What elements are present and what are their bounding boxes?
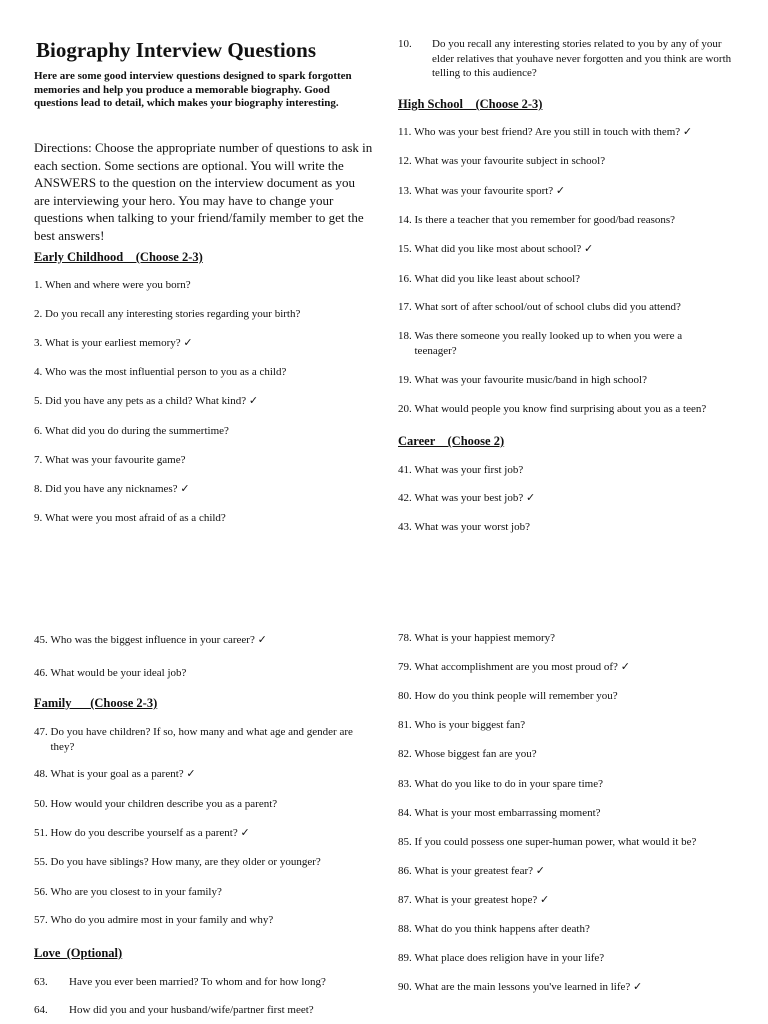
question-item bbox=[34, 855, 379, 870]
question-text: If you could possess one super-human power, what would it be? bbox=[414, 836, 697, 848]
question-item bbox=[398, 37, 733, 81]
question-number: 57. bbox=[34, 914, 48, 926]
question-text: What was your worst job? bbox=[414, 521, 530, 533]
question-item bbox=[398, 329, 708, 358]
question-item bbox=[398, 631, 738, 646]
question-text: Who was your best friend? Are you still in touch with them? ✓ bbox=[414, 126, 693, 138]
question-item bbox=[34, 307, 374, 322]
question-number: 4. bbox=[34, 366, 43, 378]
question-number: 16. bbox=[398, 273, 412, 285]
question-text: What do you think happens after death? bbox=[414, 923, 590, 935]
question-item bbox=[34, 666, 374, 681]
question-number: 1. bbox=[34, 279, 43, 291]
question-text: What was your favourite music/band in high school? bbox=[414, 374, 647, 386]
question-number: 81. bbox=[398, 719, 412, 731]
question-number: 78. bbox=[398, 632, 412, 644]
question-number: 89. bbox=[398, 952, 412, 964]
question-item bbox=[34, 797, 374, 812]
question-text: What was your favourite game? bbox=[45, 454, 186, 466]
question-text: What is your greatest hope? ✓ bbox=[414, 894, 550, 906]
question-text: What is your most embarrassing moment? bbox=[414, 807, 601, 819]
question-text: Did you have any pets as a child? What kind? ✓ bbox=[45, 395, 259, 407]
question-item bbox=[398, 864, 738, 879]
question-item bbox=[34, 725, 369, 754]
question-text: How do you think people will remember you? bbox=[414, 690, 618, 702]
question-number: 19. bbox=[398, 374, 412, 386]
question-number: 3. bbox=[34, 337, 43, 349]
question-item bbox=[398, 806, 738, 821]
question-text: What is your earliest memory? ✓ bbox=[45, 337, 193, 349]
section-heading-high-school: High School (Choose 2-3) bbox=[398, 97, 543, 111]
question-text: What was your favourite sport? ✓ bbox=[414, 185, 566, 197]
question-text: Who is your biggest fan? bbox=[414, 719, 526, 731]
question-number: 90. bbox=[398, 981, 412, 993]
question-item bbox=[34, 365, 374, 380]
question-number: 42. bbox=[398, 492, 412, 504]
question-number: 41. bbox=[398, 464, 412, 476]
question-text: What would people you know find surprising about you as a teen? bbox=[414, 403, 707, 415]
question-text: Do you have children? If so, how many and what age and gender are they? bbox=[50, 726, 353, 753]
question-number: 14. bbox=[398, 214, 412, 226]
question-number: 50. bbox=[34, 798, 48, 810]
question-text: What is your greatest fear? ✓ bbox=[414, 865, 545, 877]
question-number: 86. bbox=[398, 865, 412, 877]
intro-paragraph: Here are some good interview questions designed to spark forgotten memories and help you produce a memorable biography. Good questions lead to detail, which makes your biography interesting. bbox=[34, 70, 352, 109]
question-item bbox=[34, 885, 374, 900]
question-text: Do you recall any interesting stories regarding your birth? bbox=[45, 308, 301, 320]
section-heading-career: Career (Choose 2) bbox=[398, 434, 505, 448]
question-number: 20. bbox=[398, 403, 412, 415]
question-number: 9. bbox=[34, 512, 43, 524]
question-text: Do you recall any interesting stories related to you by any of your elder relatives that youhave never forgotten and you think are worth telling to this audience? bbox=[432, 38, 732, 79]
question-number: 15. bbox=[398, 243, 412, 255]
question-number: 56. bbox=[34, 886, 48, 898]
question-text: What was your best job? ✓ bbox=[414, 492, 536, 504]
question-text: What are the main lessons you've learned in life? ✓ bbox=[414, 981, 643, 993]
question-number: 55. bbox=[34, 856, 48, 868]
question-number: 45. bbox=[34, 634, 48, 646]
question-text: Who was the biggest influence in your career? ✓ bbox=[50, 634, 267, 646]
question-text: What sort of after school/out of school clubs did you attend? bbox=[414, 301, 681, 313]
question-item bbox=[34, 394, 374, 409]
question-number: 80. bbox=[398, 690, 412, 702]
question-item bbox=[398, 951, 738, 966]
question-number: 64. bbox=[34, 1004, 48, 1016]
question-text: How would your children describe you as a parent? bbox=[50, 798, 278, 810]
question-item bbox=[34, 633, 374, 648]
question-number: 47. bbox=[34, 726, 48, 738]
question-text: Who was the most influential person to you as a child? bbox=[45, 366, 287, 378]
question-item bbox=[34, 826, 374, 841]
question-number: 5. bbox=[34, 395, 43, 407]
question-item bbox=[398, 747, 738, 762]
question-number: 87. bbox=[398, 894, 412, 906]
question-text: When and where were you born? bbox=[45, 279, 191, 291]
question-text: Whose biggest fan are you? bbox=[414, 748, 537, 760]
question-item bbox=[34, 1003, 374, 1018]
question-number: 88. bbox=[398, 923, 412, 935]
section-heading-love: Love (Optional) bbox=[34, 946, 123, 960]
question-item bbox=[398, 718, 738, 733]
question-item bbox=[398, 300, 738, 315]
question-item bbox=[398, 835, 743, 850]
question-number: 46. bbox=[34, 667, 48, 679]
question-number: 8. bbox=[34, 483, 43, 495]
question-item bbox=[398, 777, 738, 792]
question-item bbox=[398, 491, 738, 506]
question-item bbox=[398, 893, 738, 908]
question-item bbox=[398, 373, 738, 388]
question-item bbox=[398, 660, 738, 675]
question-number: 83. bbox=[398, 778, 412, 790]
question-text: How did you and your husband/wife/partner first meet? bbox=[69, 1004, 314, 1016]
question-item bbox=[34, 511, 374, 526]
question-number: 18. bbox=[398, 330, 412, 342]
question-number: 43. bbox=[398, 521, 412, 533]
question-text: What did you do during the summertime? bbox=[45, 425, 229, 437]
question-number: 85. bbox=[398, 836, 412, 848]
question-text: Who do you admire most in your family and why? bbox=[50, 914, 274, 926]
question-text: What did you like most about school? ✓ bbox=[414, 243, 594, 255]
question-number: 48. bbox=[34, 768, 48, 780]
question-text: What was your favourite subject in school? bbox=[414, 155, 606, 167]
question-number: 12. bbox=[398, 155, 412, 167]
question-text: How do you describe yourself as a parent? ✓ bbox=[50, 827, 250, 839]
question-number: 6. bbox=[34, 425, 43, 437]
question-item bbox=[34, 336, 374, 351]
question-item bbox=[398, 242, 738, 257]
question-item bbox=[34, 278, 374, 293]
question-item bbox=[398, 154, 738, 169]
question-item bbox=[398, 272, 738, 287]
question-number: 11. bbox=[398, 126, 412, 138]
section-heading-early-childhood: Early Childhood (Choose 2-3) bbox=[34, 250, 203, 264]
question-item bbox=[398, 689, 738, 704]
page-title: Biography Interview Questions bbox=[36, 38, 317, 62]
question-text: Is there a teacher that you remember for good/bad reasons? bbox=[414, 214, 676, 226]
question-item bbox=[398, 922, 738, 937]
question-item bbox=[398, 520, 738, 535]
directions-paragraph: Directions: Choose the appropriate number of questions to ask in each section. Some sections are optional. You will write the ANSWERS to the question on the interview document as you are interviewing your hero. You may have to change your questions when talking to your friend/family member to get the best answers! bbox=[34, 140, 373, 243]
question-number: 84. bbox=[398, 807, 412, 819]
question-text: What is your goal as a parent? ✓ bbox=[50, 768, 196, 780]
question-item bbox=[398, 463, 738, 478]
question-text: What was your first job? bbox=[414, 464, 524, 476]
question-text: What do you like to do in your spare time? bbox=[414, 778, 603, 790]
question-text: What were you most afraid of as a child? bbox=[45, 512, 226, 524]
question-text: What did you like least about school? bbox=[414, 273, 581, 285]
question-item bbox=[34, 453, 374, 468]
question-item bbox=[34, 975, 374, 990]
question-item bbox=[398, 213, 738, 228]
question-number: 63. bbox=[34, 976, 48, 988]
question-text: What would be your ideal job? bbox=[50, 667, 187, 679]
question-item bbox=[398, 980, 738, 995]
question-number: 13. bbox=[398, 185, 412, 197]
question-item bbox=[398, 184, 738, 199]
question-number: 17. bbox=[398, 301, 412, 313]
question-number: 2. bbox=[34, 308, 43, 320]
question-text: What place does religion have in your life? bbox=[414, 952, 605, 964]
question-number: 51. bbox=[34, 827, 48, 839]
question-text: Have you ever been married? To whom and for how long? bbox=[69, 976, 326, 988]
question-number: 10. bbox=[398, 38, 412, 50]
question-text: Who are you closest to in your family? bbox=[50, 886, 222, 898]
question-item bbox=[34, 424, 374, 439]
question-item bbox=[398, 402, 743, 417]
question-text: Did you have any nicknames? ✓ bbox=[45, 483, 190, 495]
question-number: 79. bbox=[398, 661, 412, 673]
question-number: 7. bbox=[34, 454, 43, 466]
question-text: Do you have siblings? How many, are they older or younger? bbox=[50, 856, 321, 868]
section-heading-family: Family (Choose 2-3) bbox=[34, 696, 158, 710]
question-item bbox=[34, 767, 374, 782]
question-number: 82. bbox=[398, 748, 412, 760]
question-text: What is your happiest memory? bbox=[414, 632, 556, 644]
question-item bbox=[34, 482, 374, 497]
question-text: What accomplishment are you most proud of? ✓ bbox=[414, 661, 630, 673]
question-item bbox=[34, 913, 374, 928]
question-text: Was there someone you really looked up to when you were a teenager? bbox=[414, 330, 683, 357]
question-item bbox=[398, 125, 738, 140]
